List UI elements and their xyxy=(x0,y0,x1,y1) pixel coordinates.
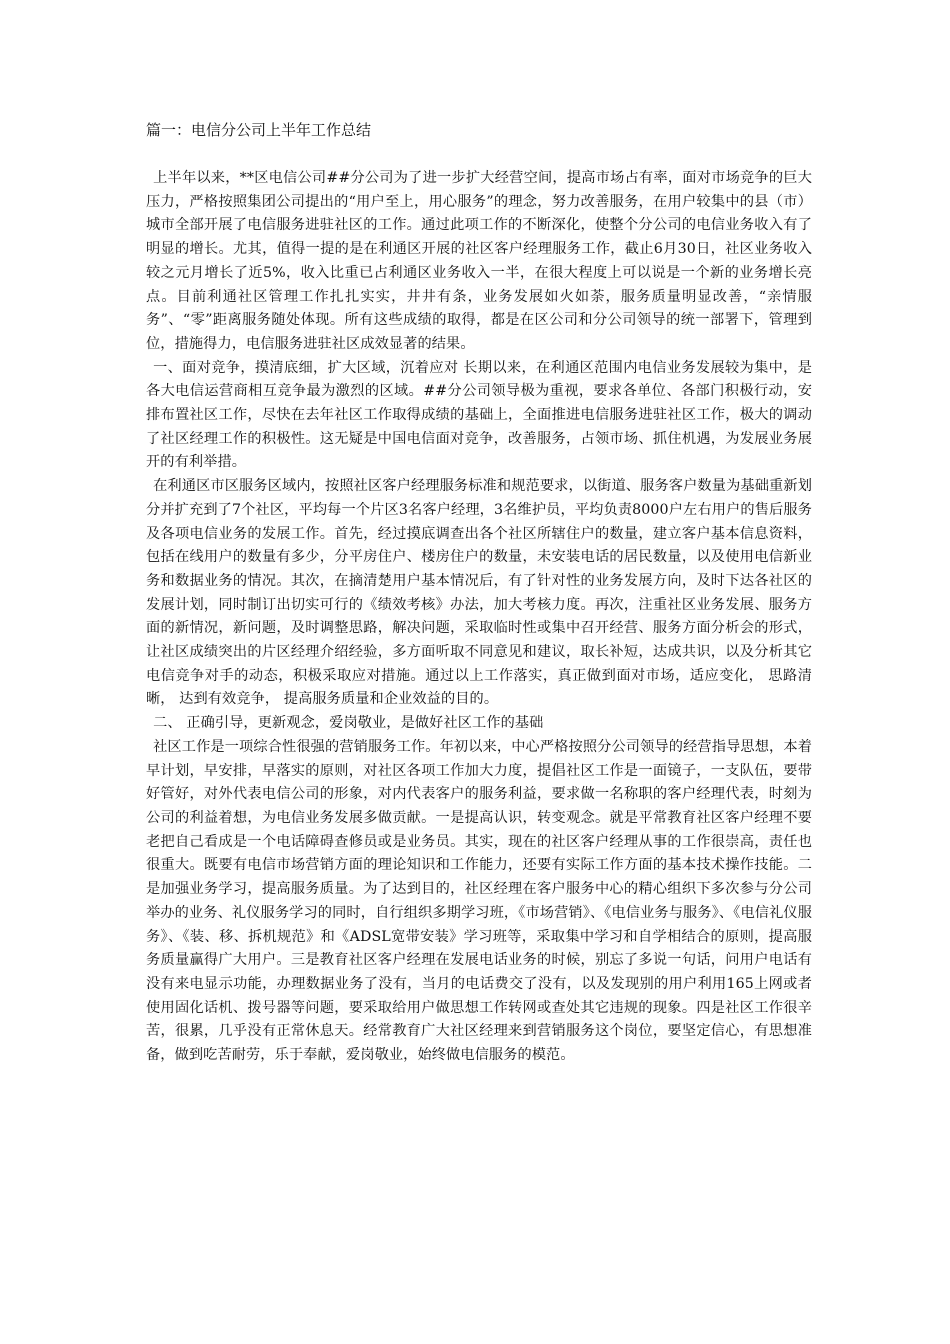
paragraph-section-one: 一、面对竞争，摸清底细，扩大区域，沉着应对 长期以来，在利通区范围内电信业务发展较为集中，是各大电信运营商相互竞争最为激烈的区域。##分公司领导极为重视，要求各单位、各部门积极行动，安排布置社区工作，尽快在去年社区工作取得成绩的基础上，全面推进电信服务进驻社区工作，极大的调动了社区经理工作的积极性。这无疑是中国电信面对竞争，改善服务，占领市场、抓住机遇，为发展业务展开的有利举措。 xyxy=(146,359,812,471)
document-page xyxy=(146,118,812,1068)
paragraph-community-work: 社区工作是一项综合性很强的营销服务工作。年初以来，中心严格按照分公司领导的经营指导思想，本着早计划，早安排，早落实的原则，对社区各项工作加大力度，提倡社区工作是一面镜子，一支队伍，要带好管好，对外代表电信公司的形象，对内代表客户的服务利益，要求做一名称职的客户经理代表，时刻为公司的利益着想，为电信业务发展多做贡献。一是提高认识，转变观念。就是平常教育社区客户经理不要老把自己看成是一个电话障碍查修员或是业务员。其实，现在的社区客户经理从事的工作很崇高，责任也很重大。既要有电信市场营销方面的理论知识和工作能力，还要有实际工作方面的基本技术操作技能。二是加强业务学习，提高服务质量。为了达到目的，社区经理在客户服务中心的精心组织下多次参与分公司举办的业务、礼仪服务学习的同时，自行组织多期学习班，《市场营销》、《电信业务与服务》、《电信礼仪服务》、《装、移、拆机规范》和《ADSL宽带安装》学习班等，采取集中学习和自学相结合的原则，提高服务质量赢得广大用户。三是教育社区客户经理在发展电话业务的时候，别忘了多说一句话，问用户电话有没有来电显示功能，办理数据业务了没有，当月的电话费交了没有，以及发现别的用户利用165上网或者使用固化话机、拨号器等问题，要采取给用户做思想工作转网或查处其它违规的现象。四是社区工作很辛苦，很累，几乎没有正常休息天。经常教育广大社区经理来到营销服务这个岗位，要坚定信心，有思想准备，做到吃苦耐劳，乐于奉献，爱岗敬业，始终做电信服务的模范。 xyxy=(146,738,812,1064)
document-title: 篇一：电信分公司上半年工作总结 xyxy=(146,121,372,139)
paragraph-community-division: 在利通区市区服务区域内，按照社区客户经理服务标准和规范要求，以街道、服务客户数量为基础重新划分并扩充到了7个社区，平均每一个片区3名客户经理，3名维护员，平均负责8000户左右用户的售后服务及各项电信业务的发展工作。首先，经过摸底调查出各个社区所辖住户的数量，建立客户基本信息资料，包括在线用户的数量有多少，分平房住户、楼房住户的数量，未安装电话的居民数量，以及使用电信新业务和数据业务的情况。其次，在摘清楚用户基本情况后，有了针对性的业务发展方向，及时下达各社区的发展计划，同时制订出切实可行的《绩效考核》办法，加大考核力度。再次，注重社区业务发展、服务方面的新情况，新问题，及时调整思路，解决问题，采取临时性或集中召开经营、服务方面分析会的形式，让社区成绩突出的片区经理介绍经验，多方面听取不同意见和建议，取长补短，达成共识，以及分析其它电信竞争对手的动态，积极采取应对措施。通过以上工作落实，真正做到面对市场，适应变化， 思路清晰， 达到有效竞争， 提高服务质量和企业效益的目的。 xyxy=(146,478,812,708)
section-two-heading: 二、 正确引导，更新观念，爱岗敬业，是做好社区工作的基础 xyxy=(153,715,544,732)
paragraph-intro: 上半年以来，**区电信公司##分公司为了进一步扩大经营空间，提高市场占有率，面对市场竞争的巨大压力，严格按照集团公司提出的“用户至上，用心服务”的理念，努力改善服务，在用户较集中的县（市）城市全部开展了电信服务进驻社区的工作。通过此项工作的不断深化，使整个分公司的电信业务收入有了明显的增长。尤其，值得一提的是在利通区开展的社区客户经理服务工作，截止6月30日，社区业务收入较之元月增长了近5%，收入比重已占利通区业务收入一半，在很大程度上可以说是一个新的业务增长亮点。目前利通社区管理工作扎扎实实，井井有条，业务发展如火如荼，服务质量明显改善，“亲情服务”、“零”距离服务随处体现。所有这些成绩的取得，都是在区公司和分公司领导的统一部署下，管理到位，措施得力，电信服务进驻社区成效显著的结果。 xyxy=(146,170,812,352)
